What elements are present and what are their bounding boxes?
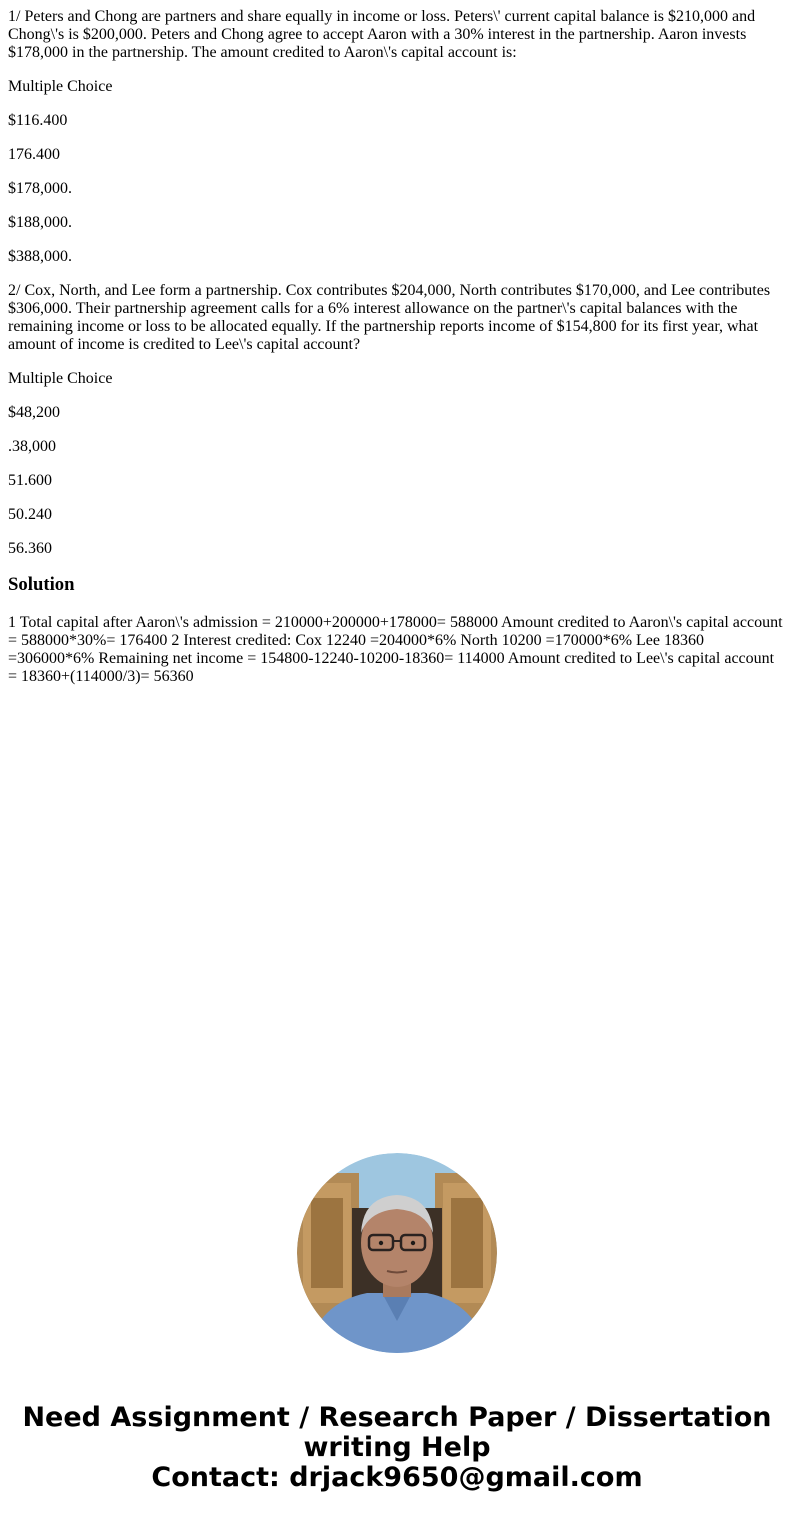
- question-1-option-a: $116.400: [8, 112, 68, 129]
- question-2-type-label: Multiple Choice: [8, 370, 113, 387]
- question-2-option-b: .38,000: [8, 438, 56, 455]
- question-1-text: 1/ Peters and Chong are partners and share equally in income or loss. Peters\' current capital balance is $210,000 and Chong\'s is $200,000. Peters and Chong agree to accept Aaron with a 30% interest in the partnership. Aaron invests $178,000 in the partnership. The amount credited to Aaron\'s capital account is:: [8, 8, 756, 61]
- solution-heading: Solution: [8, 574, 75, 595]
- solution-text: 1 Total capital after Aaron\'s admission = 210000+200000+178000= 588000 Amount credited to Aaron\'s capital account = 588000*30%= 176400 2 Interest credited: Cox 12240 =204000*6% North 10200 =170000*6% Lee 18360 =306000*6% Remaining net income = 154800-12240-10200-18360= 114000 Amount credited to Lee\'s capital account = 18360+(114000/3)= 56360: [8, 614, 783, 685]
- question-1-type-label: Multiple Choice: [8, 78, 113, 95]
- promo-line-2: writing Help: [303, 1432, 491, 1463]
- question-1-option-b: 176.400: [8, 146, 60, 163]
- tutor-portrait-image: [297, 1153, 497, 1353]
- question-1-option-e: $388,000.: [8, 248, 72, 265]
- question-2-text: 2/ Cox, North, and Lee form a partnership. Cox contributes $204,000, North contributes $170,000, and Lee contributes $306,000. Their partnership agreement calls for a 6% interest allowance on the partner\'s capital balances with the remaining income or loss to be allocated equally. If the partnership reports income of $154,800 for its first year, what amount of income is credited to Lee\'s capital account?: [8, 282, 771, 353]
- promo-banner: [0, 1403, 794, 1493]
- question-2-option-e: 56.360: [8, 540, 52, 557]
- question-2-option-a: $48,200: [8, 404, 60, 421]
- question-1-option-c: $178,000.: [8, 180, 72, 197]
- tutor-avatar: [297, 1153, 497, 1353]
- question-2-option-d: 50.240: [8, 506, 52, 523]
- document-content: [8, 8, 786, 702]
- promo-contact-line: Contact: drjack9650@gmail.com: [151, 1462, 643, 1493]
- promo-line-1: Need Assignment / Research Paper / Dissertation: [22, 1402, 772, 1433]
- question-1-option-d: $188,000.: [8, 214, 72, 231]
- question-2-option-c: 51.600: [8, 472, 52, 489]
